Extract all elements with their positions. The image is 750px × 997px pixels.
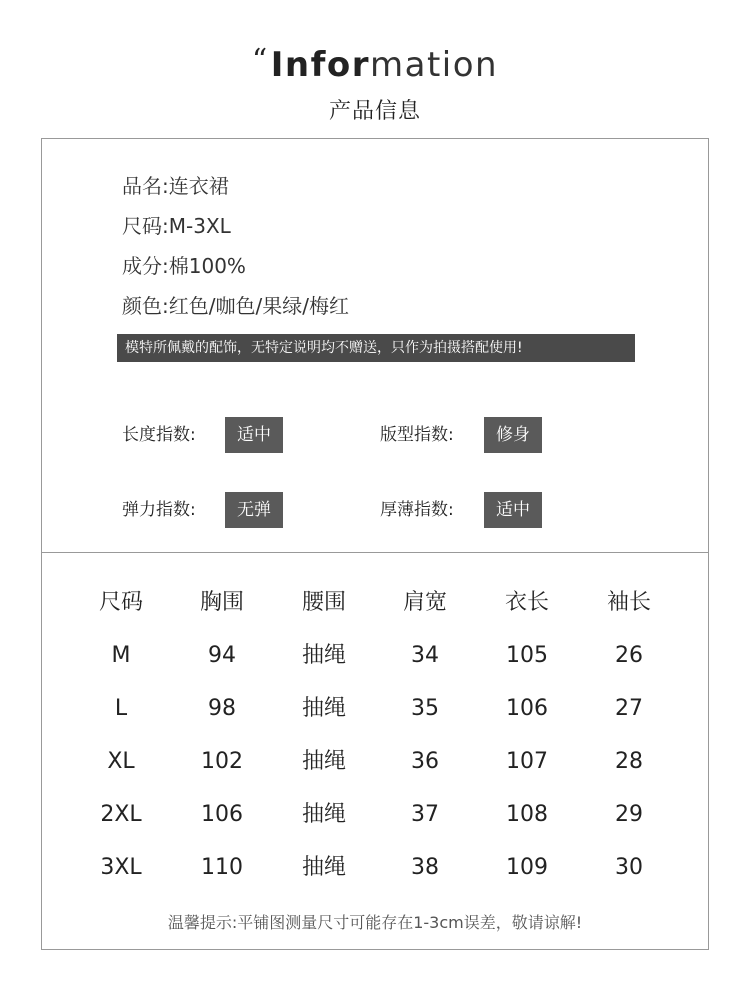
table-cell: XL [107, 749, 135, 774]
table-header-cell: 肩宽 [402, 590, 447, 615]
fit-index-label: 版型指数: [380, 425, 454, 445]
length-index-value: 适中 [225, 417, 283, 453]
info-value: M-3XL [168, 214, 231, 238]
table-cell: 3XL [100, 855, 142, 880]
table-cell: 26 [615, 643, 643, 668]
title-light-part: mation [370, 45, 499, 85]
table-row [70, 737, 680, 790]
accessory-notice: 模特所佩戴的配饰，无特定说明均不赠送，只作为拍摄搭配使用! [117, 334, 635, 362]
table-cell: 抽绳 [301, 643, 346, 668]
info-value: 棉100% [168, 254, 246, 278]
section-divider [41, 552, 709, 553]
table-row [70, 790, 680, 843]
product-info [122, 168, 349, 328]
table-cell: 108 [506, 802, 548, 827]
table-cell: 27 [615, 696, 643, 721]
info-separator: : [162, 174, 169, 198]
table-cell: 109 [506, 855, 548, 880]
elasticity-index-value: 无弹 [225, 492, 283, 528]
info-line-size [122, 208, 349, 248]
info-line-material [122, 248, 349, 288]
size-table [70, 578, 680, 896]
elasticity-index-label: 弹力指数: [122, 500, 196, 520]
info-label: 品名 [122, 174, 162, 198]
thickness-index-value: 适中 [484, 492, 542, 528]
fit-index-value: 修身 [484, 417, 542, 453]
page-title [0, 40, 750, 92]
title-bold-part: Infor [270, 45, 371, 85]
table-row [70, 843, 680, 896]
table-header-cell: 袖长 [606, 590, 651, 615]
info-label: 尺码 [122, 214, 162, 238]
table-cell: 110 [201, 855, 243, 880]
table-header-cell: 尺码 [98, 590, 143, 615]
table-row [70, 631, 680, 684]
table-cell: 28 [615, 749, 643, 774]
table-cell: 34 [411, 643, 439, 668]
table-cell: 102 [201, 749, 243, 774]
quote-mark: “ [251, 43, 269, 78]
page-subtitle: 产品信息 [328, 99, 421, 124]
table-cell: 抽绳 [301, 802, 346, 827]
info-label: 颜色 [122, 294, 162, 318]
table-cell: 107 [506, 749, 548, 774]
info-separator: : [162, 294, 169, 318]
table-cell: 抽绳 [301, 696, 346, 721]
info-separator: : [162, 214, 169, 238]
table-cell: 98 [208, 696, 236, 721]
length-index-label: 长度指数: [122, 425, 196, 445]
table-cell: 37 [411, 802, 439, 827]
table-header-row [70, 578, 680, 631]
info-line-name [122, 168, 349, 208]
table-cell: 29 [615, 802, 643, 827]
table-cell: 38 [411, 855, 439, 880]
table-header-cell: 衣长 [504, 590, 549, 615]
table-cell: 105 [506, 643, 548, 668]
thickness-index-label: 厚薄指数: [380, 500, 454, 520]
table-cell: 2XL [100, 802, 142, 827]
table-cell: M [111, 643, 131, 668]
info-value: 红色/咖色/果绿/梅红 [168, 294, 349, 318]
info-value: 连衣裙 [168, 174, 229, 198]
table-cell: L [114, 696, 128, 721]
table-cell: 30 [615, 855, 643, 880]
info-label: 成分 [122, 254, 162, 278]
table-row [70, 684, 680, 737]
table-header-cell: 胸围 [199, 590, 244, 615]
info-separator: : [162, 254, 169, 278]
table-cell: 106 [506, 696, 548, 721]
table-cell: 35 [411, 696, 439, 721]
table-cell: 抽绳 [301, 749, 346, 774]
measurement-footnote: 温馨提示:平铺图测量尺寸可能存在1-3cm误差，敬请谅解! [167, 913, 583, 932]
info-line-color [122, 288, 349, 328]
table-cell: 94 [208, 643, 236, 668]
page-header [0, 40, 750, 125]
table-cell: 36 [411, 749, 439, 774]
table-cell: 抽绳 [301, 855, 346, 880]
table-header-cell: 腰围 [301, 590, 346, 615]
table-cell: 106 [201, 802, 243, 827]
